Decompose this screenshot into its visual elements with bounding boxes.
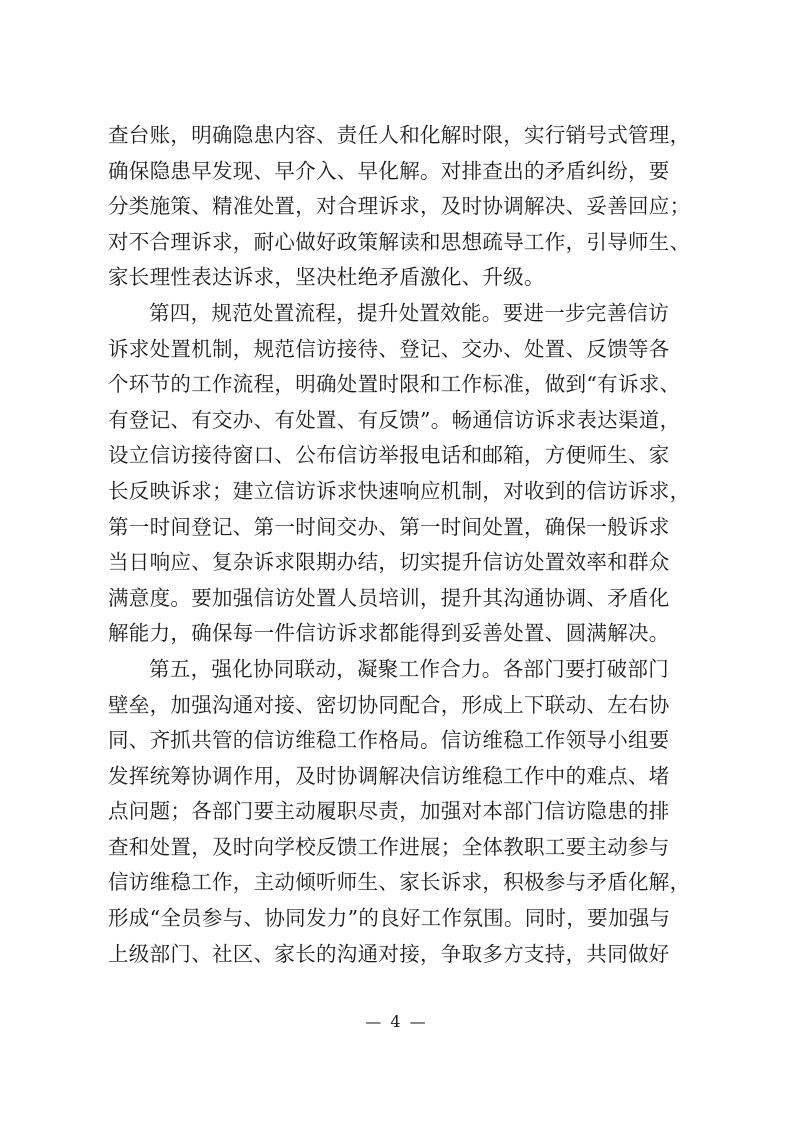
text-line: 点问题；各部门要主动履职尽责，加强对本部门信访隐患的排 xyxy=(108,799,670,824)
paragraph-start-line: 第五，强化协同联动，凝聚工作合力。各部门要打破部门 xyxy=(149,656,669,681)
paragraph-start-line: 第四，规范处置流程，提升处置效能。要进一步完善信访 xyxy=(149,300,669,325)
text-line: 对不合理诉求，耐心做好政策解读和思想疏导工作，引导师生、 xyxy=(108,229,691,254)
text-line: 壁垒，加强沟通对接、密切协同配合，形成上下联动、左右协 xyxy=(108,692,670,717)
text-line: 信访维稳工作，主动倾听师生、家长诉求，积极参与矛盾化解， xyxy=(108,870,691,895)
page-number: — 4 — xyxy=(365,1012,428,1031)
text-line: 家长理性表达诉求，坚决杜绝矛盾激化、升级。 xyxy=(108,265,545,290)
body-text xyxy=(108,118,691,972)
text-line: 查台账，明确隐患内容、责任人和化解时限，实行销号式管理， xyxy=(108,123,691,147)
text-line: 个环节的工作流程，明确处置时限和工作标准，做到“有诉求、 xyxy=(108,372,681,397)
text-line: 同、齐抓共管的信访维稳工作格局。信访维稳工作领导小组要 xyxy=(108,728,670,753)
text-line: 分类施策、精准处置，对合理诉求，及时协调解决、妥善回应； xyxy=(108,194,691,219)
text-line: 满意度。要加强信访处置人员培训，提升其沟通协调、矛盾化 xyxy=(108,585,670,610)
text-line: 解能力，确保每一件信访诉求都能得到妥善处置、圆满解决。 xyxy=(108,621,670,646)
text-line: 当日响应、复杂诉求限期办结，切实提升信访处置效率和群众 xyxy=(108,550,670,575)
text-line: 上级部门、社区、家长的沟通对接，争取多方支持，共同做好 xyxy=(108,941,670,966)
text-line: 设立信访接待窗口、公布信访举报电话和邮箱，方便师生、家 xyxy=(108,443,670,468)
text-line: 长反映诉求；建立信访诉求快速响应机制，对收到的信访诉求， xyxy=(108,478,691,503)
text-line: 发挥统筹协调作用，及时协调解决信访维稳工作中的难点、堵 xyxy=(108,763,670,788)
text-line: 诉求处置机制，规范信访接待、登记、交办、处置、反馈等各 xyxy=(108,336,670,361)
text-line: 确保隐患早发现、早介入、早化解。对排查出的矛盾纠纷，要 xyxy=(108,158,670,183)
text-line: 查和处置，及时向学校反馈工作进展；全体教职工要主动参与 xyxy=(108,834,670,859)
text-line: 第一时间登记、第一时间交办、第一时间处置，确保一般诉求 xyxy=(108,514,670,539)
text-line: 形成“全员参与、协同发力”的良好工作氛围。同时，要加强与 xyxy=(108,906,671,931)
text-line: 有登记、有交办、有处置、有反馈”。畅通信访诉求表达渠道， xyxy=(108,407,681,432)
